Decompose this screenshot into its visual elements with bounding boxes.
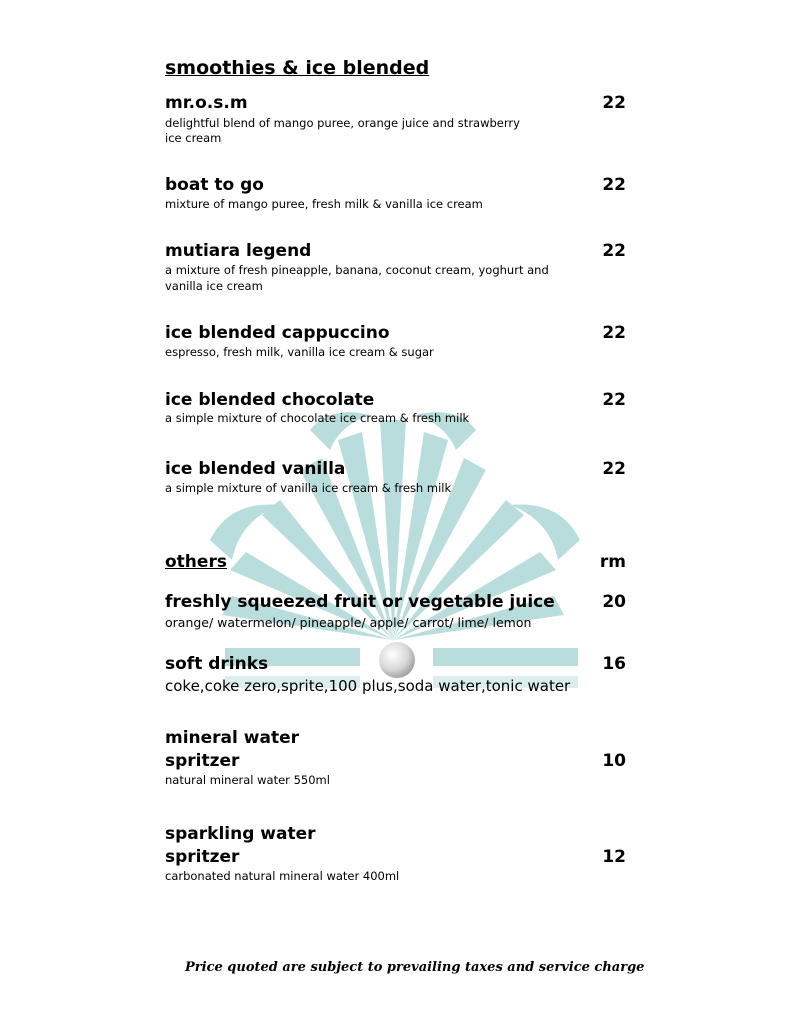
item-desc-sparkling-water: carbonated natural mineral water 400ml xyxy=(165,869,400,883)
item-name-ice-blended-vanilla: ice blended vanilla xyxy=(165,459,346,479)
item-price-soft-drinks: 16 xyxy=(602,654,626,674)
item-name-mrosm: mr.o.s.m xyxy=(165,93,248,113)
item-desc-soft-drinks: coke,coke zero,sprite,100 plus,soda water,tonic water xyxy=(165,677,571,695)
item-price-boat-to-go: 22 xyxy=(602,175,626,195)
item-name-fresh-juice: freshly squeezed fruit or vegetable juice xyxy=(165,592,555,612)
item-brand-sparkling-water: spritzer xyxy=(165,847,240,867)
item-desc-ice-blended-cappuccino: espresso, fresh milk, vanilla ice cream & sugar xyxy=(165,345,434,359)
item-desc-mutiara-legend-line2: vanilla ice cream xyxy=(165,279,263,293)
item-desc-mrosm: delightful blend of mango puree, orange juice and strawberry xyxy=(165,116,520,130)
item-name-ice-blended-chocolate: ice blended chocolate xyxy=(165,390,375,410)
section-title-others: others xyxy=(165,552,227,572)
item-name-ice-blended-cappuccino: ice blended cappuccino xyxy=(165,323,390,343)
item-name-sparkling-water: sparkling water xyxy=(165,824,316,844)
currency-label: rm xyxy=(599,552,626,572)
footer-note: Price quoted are subject to prevailing taxes and service charge xyxy=(185,960,645,975)
item-brand-mineral-water: spritzer xyxy=(165,751,240,771)
item-price-ice-blended-vanilla: 22 xyxy=(602,459,626,479)
item-name-mutiara-legend: mutiara legend xyxy=(165,241,312,261)
item-name-soft-drinks: soft drinks xyxy=(165,654,269,674)
pearl-icon xyxy=(379,642,415,678)
item-name-mineral-water: mineral water xyxy=(165,728,299,748)
item-price-mutiara-legend: 22 xyxy=(602,241,626,261)
section-title-smoothies: smoothies & ice blended xyxy=(165,57,430,79)
item-price-sparkling-water: 12 xyxy=(602,847,626,867)
item-price-ice-blended-chocolate: 22 xyxy=(602,390,626,410)
item-desc-fresh-juice: orange/ watermelon/ pineapple/ apple/ carrot/ lime/ lemon xyxy=(165,615,532,630)
item-price-mrosm: 22 xyxy=(602,93,626,113)
item-desc-ice-blended-vanilla: a simple mixture of vanilla ice cream & fresh milk xyxy=(165,481,452,495)
item-desc-mrosm-line2: ice cream xyxy=(165,131,222,145)
item-price-mineral-water: 10 xyxy=(602,751,626,771)
item-desc-mineral-water: natural mineral water 550ml xyxy=(165,773,330,787)
item-price-fresh-juice: 20 xyxy=(602,592,626,612)
item-desc-ice-blended-chocolate: a simple mixture of chocolate ice cream & fresh milk xyxy=(165,411,470,425)
item-desc-boat-to-go: mixture of mango puree, fresh milk & vanilla ice cream xyxy=(165,197,483,211)
item-price-ice-blended-cappuccino: 22 xyxy=(602,323,626,343)
item-desc-mutiara-legend: a mixture of fresh pineapple, banana, coconut cream, yoghurt and xyxy=(165,263,549,277)
item-name-boat-to-go: boat to go xyxy=(165,175,264,195)
